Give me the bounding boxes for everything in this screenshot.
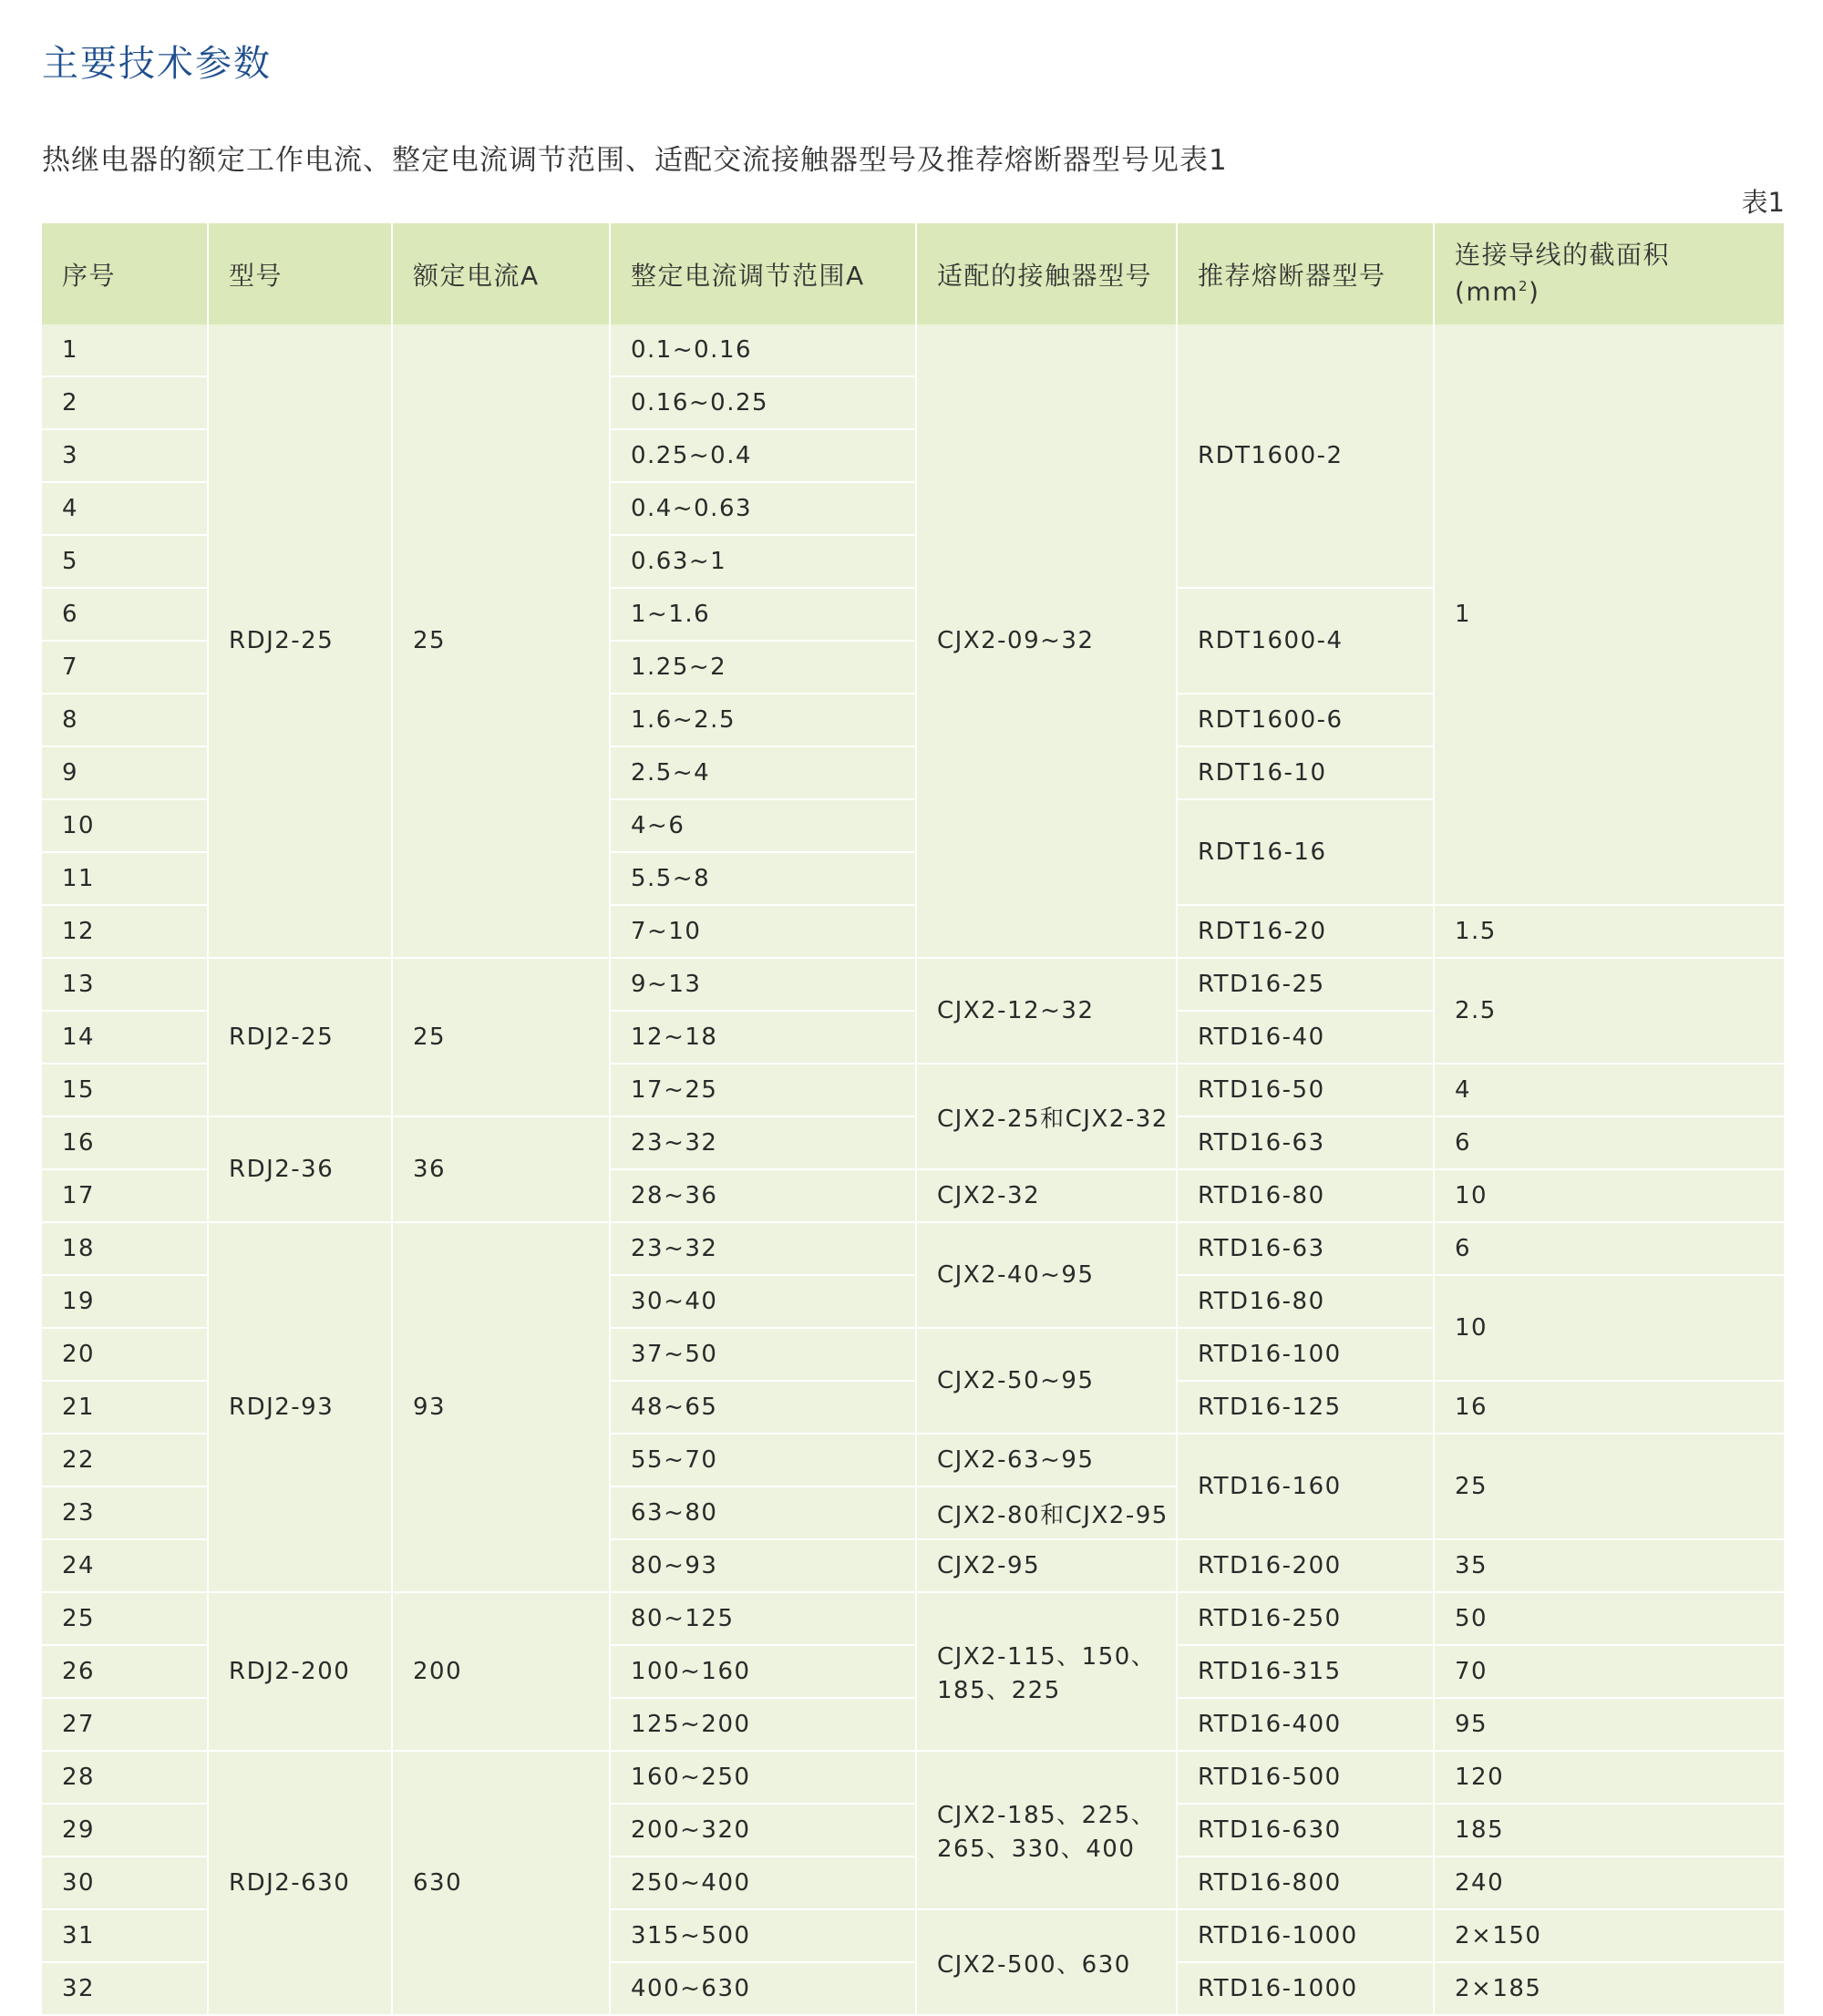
range-cell: 100~160 <box>610 1645 916 1698</box>
contactor-cell: CJX2-115、150、185、225 <box>916 1592 1177 1751</box>
fuse-cell: RTD16-1000 <box>1177 1909 1434 1962</box>
range-cell: 2.5~4 <box>610 746 916 799</box>
seq-cell: 6 <box>42 588 208 641</box>
seq-cell: 8 <box>42 694 208 746</box>
fuse-cell: RTD16-40 <box>1177 1011 1434 1064</box>
range-cell: 125~200 <box>610 1698 916 1751</box>
contactor-cell: CJX2-25和CJX2-32 <box>916 1064 1177 1169</box>
seq-cell: 21 <box>42 1381 208 1434</box>
fuse-cell: RDT1600-6 <box>1177 694 1434 746</box>
rated-cell: 630 <box>392 1751 610 2015</box>
wire-cell: 10 <box>1434 1275 1785 1381</box>
contactor-cell: CJX2-12~32 <box>916 958 1177 1064</box>
model-cell: RDJ2-200 <box>208 1592 392 1751</box>
range-cell: 30~40 <box>610 1275 916 1328</box>
contactor-cell: CJX2-95 <box>916 1539 1177 1592</box>
seq-cell: 13 <box>42 958 208 1011</box>
model-cell: RDJ2-630 <box>208 1751 392 2015</box>
seq-cell: 16 <box>42 1116 208 1169</box>
contactor-cell: CJX2-09~32 <box>916 324 1177 958</box>
range-cell: 200~320 <box>610 1804 916 1857</box>
table-row <box>42 1116 1785 1169</box>
range-cell: 7~10 <box>610 905 916 958</box>
table-row <box>42 1592 1785 1645</box>
contactor-cell: CJX2-32 <box>916 1169 1177 1222</box>
fuse-cell: RTD16-100 <box>1177 1328 1434 1381</box>
range-cell: 5.5~8 <box>610 852 916 905</box>
wire-cell: 25 <box>1434 1434 1785 1539</box>
contactor-cell: CJX2-50~95 <box>916 1328 1177 1434</box>
wire-cell: 185 <box>1434 1804 1785 1857</box>
seq-cell: 20 <box>42 1328 208 1381</box>
seq-cell: 26 <box>42 1645 208 1698</box>
contactor-cell: CJX2-80和CJX2-95 <box>916 1486 1177 1539</box>
contactor-cell: CJX2-40~95 <box>916 1222 1177 1328</box>
wire-cell: 16 <box>1434 1381 1785 1434</box>
fuse-cell: RTD16-50 <box>1177 1064 1434 1116</box>
seq-cell: 14 <box>42 1011 208 1064</box>
wire-cell: 6 <box>1434 1222 1785 1275</box>
range-cell: 315~500 <box>610 1909 916 1962</box>
range-cell: 4~6 <box>610 799 916 852</box>
table-label: 表1 <box>1741 187 1785 218</box>
contactor-cell: CJX2-185、225、265、330、400 <box>916 1751 1177 1909</box>
fuse-cell: RTD16-63 <box>1177 1222 1434 1275</box>
fuse-cell: RTD16-160 <box>1177 1434 1434 1539</box>
wire-cell: 6 <box>1434 1116 1785 1169</box>
seq-cell: 28 <box>42 1751 208 1804</box>
fuse-cell: RTD16-315 <box>1177 1645 1434 1698</box>
range-cell: 80~125 <box>610 1592 916 1645</box>
seq-cell: 19 <box>42 1275 208 1328</box>
wire-cell: 1.5 <box>1434 905 1785 958</box>
range-cell: 48~65 <box>610 1381 916 1434</box>
header-wire-unit-a: (mm <box>1455 276 1519 307</box>
fuse-cell: RTD16-80 <box>1177 1169 1434 1222</box>
page-title: 主要技术参数 <box>42 43 272 85</box>
seq-cell: 11 <box>42 852 208 905</box>
range-cell: 63~80 <box>610 1486 916 1539</box>
range-cell: 55~70 <box>610 1434 916 1486</box>
header-wire-line2 <box>1455 271 1784 307</box>
fuse-cell: RTD16-630 <box>1177 1804 1434 1857</box>
wire-cell: 50 <box>1434 1592 1785 1645</box>
header-fuse: 推荐熔断器型号 <box>1177 223 1434 324</box>
table-row <box>42 324 1785 376</box>
range-cell: 0.16~0.25 <box>610 376 916 429</box>
header-seq: 序号 <box>42 223 208 324</box>
contactor-cell: CJX2-63~95 <box>916 1434 1177 1486</box>
rated-cell: 25 <box>392 958 610 1116</box>
range-cell: 0.63~1 <box>610 535 916 588</box>
wire-cell: 240 <box>1434 1857 1785 1909</box>
header-wire-line1: 连接导线的截面积 <box>1455 240 1671 271</box>
range-cell: 23~32 <box>610 1222 916 1275</box>
seq-cell: 3 <box>42 429 208 482</box>
seq-cell: 17 <box>42 1169 208 1222</box>
wire-cell: 2×185 <box>1434 1962 1785 2015</box>
header-contactor: 适配的接触器型号 <box>916 223 1177 324</box>
seq-cell: 22 <box>42 1434 208 1486</box>
seq-cell: 18 <box>42 1222 208 1275</box>
wire-cell: 70 <box>1434 1645 1785 1698</box>
model-cell: RDJ2-36 <box>208 1116 392 1222</box>
range-cell: 23~32 <box>610 1116 916 1169</box>
fuse-cell: RTD16-125 <box>1177 1381 1434 1434</box>
header-model: 型号 <box>208 223 392 324</box>
fuse-cell: RDT1600-4 <box>1177 588 1434 694</box>
table-row <box>42 1222 1785 1275</box>
seq-cell: 23 <box>42 1486 208 1539</box>
seq-cell: 9 <box>42 746 208 799</box>
seq-cell: 7 <box>42 641 208 694</box>
rated-cell: 25 <box>392 324 610 958</box>
seq-cell: 29 <box>42 1804 208 1857</box>
model-cell: RDJ2-25 <box>208 958 392 1116</box>
range-cell: 0.25~0.4 <box>610 429 916 482</box>
header-wire-section <box>1434 223 1785 324</box>
wire-cell: 10 <box>1434 1169 1785 1222</box>
header-setting-range: 整定电流调节范围A <box>610 223 916 324</box>
header-rated-current: 额定电流A <box>392 223 610 324</box>
fuse-cell: RTD16-200 <box>1177 1539 1434 1592</box>
fuse-cell: RTD16-25 <box>1177 958 1434 1011</box>
range-cell: 0.4~0.63 <box>610 482 916 535</box>
header-wire-unit-sup: 2 <box>1518 278 1529 295</box>
seq-cell: 2 <box>42 376 208 429</box>
fuse-cell: RDT16-16 <box>1177 799 1434 905</box>
wire-cell: 2×150 <box>1434 1909 1785 1962</box>
range-cell: 160~250 <box>610 1751 916 1804</box>
wire-cell: 4 <box>1434 1064 1785 1116</box>
range-cell: 28~36 <box>610 1169 916 1222</box>
header-wire-unit-b: ) <box>1529 276 1540 307</box>
fuse-cell: RTD16-400 <box>1177 1698 1434 1751</box>
fuse-cell: RTD16-63 <box>1177 1116 1434 1169</box>
model-cell: RDJ2-93 <box>208 1222 392 1592</box>
seq-cell: 27 <box>42 1698 208 1751</box>
seq-cell: 1 <box>42 324 208 376</box>
rated-cell: 200 <box>392 1592 610 1751</box>
wire-cell: 1 <box>1434 324 1785 905</box>
wire-cell: 2.5 <box>1434 958 1785 1064</box>
seq-cell: 30 <box>42 1857 208 1909</box>
table-row <box>42 1751 1785 1804</box>
rated-cell: 36 <box>392 1116 610 1222</box>
range-cell: 1.25~2 <box>610 641 916 694</box>
seq-cell: 4 <box>42 482 208 535</box>
table-row <box>42 958 1785 1011</box>
contactor-cell: CJX2-500、630 <box>916 1909 1177 2015</box>
range-cell: 37~50 <box>610 1328 916 1381</box>
seq-cell: 5 <box>42 535 208 588</box>
range-cell: 12~18 <box>610 1011 916 1064</box>
wire-cell: 120 <box>1434 1751 1785 1804</box>
spec-table <box>42 223 1786 2016</box>
seq-cell: 24 <box>42 1539 208 1592</box>
fuse-cell: RTD16-80 <box>1177 1275 1434 1328</box>
seq-cell: 25 <box>42 1592 208 1645</box>
range-cell: 17~25 <box>610 1064 916 1116</box>
range-cell: 400~630 <box>610 1962 916 2015</box>
range-cell: 80~93 <box>610 1539 916 1592</box>
model-cell: RDJ2-25 <box>208 324 392 958</box>
seq-cell: 31 <box>42 1909 208 1962</box>
fuse-cell: RTD16-1000 <box>1177 1962 1434 2015</box>
intro-text: 热继电器的额定工作电流、整定电流调节范围、适配交流接触器型号及推荐熔断器型号见表1 <box>42 144 1228 177</box>
seq-cell: 15 <box>42 1064 208 1116</box>
seq-cell: 32 <box>42 1962 208 2015</box>
wire-cell: 35 <box>1434 1539 1785 1592</box>
seq-cell: 10 <box>42 799 208 852</box>
wire-cell: 95 <box>1434 1698 1785 1751</box>
fuse-cell: RDT1600-2 <box>1177 324 1434 588</box>
range-cell: 9~13 <box>610 958 916 1011</box>
range-cell: 1.6~2.5 <box>610 694 916 746</box>
range-cell: 250~400 <box>610 1857 916 1909</box>
fuse-cell: RTD16-250 <box>1177 1592 1434 1645</box>
fuse-cell: RDT16-10 <box>1177 746 1434 799</box>
rated-cell: 93 <box>392 1222 610 1592</box>
fuse-cell: RTD16-800 <box>1177 1857 1434 1909</box>
table-header-row <box>42 223 1785 324</box>
range-cell: 1~1.6 <box>610 588 916 641</box>
seq-cell: 12 <box>42 905 208 958</box>
fuse-cell: RTD16-500 <box>1177 1751 1434 1804</box>
fuse-cell: RDT16-20 <box>1177 905 1434 958</box>
range-cell: 0.1~0.16 <box>610 324 916 376</box>
